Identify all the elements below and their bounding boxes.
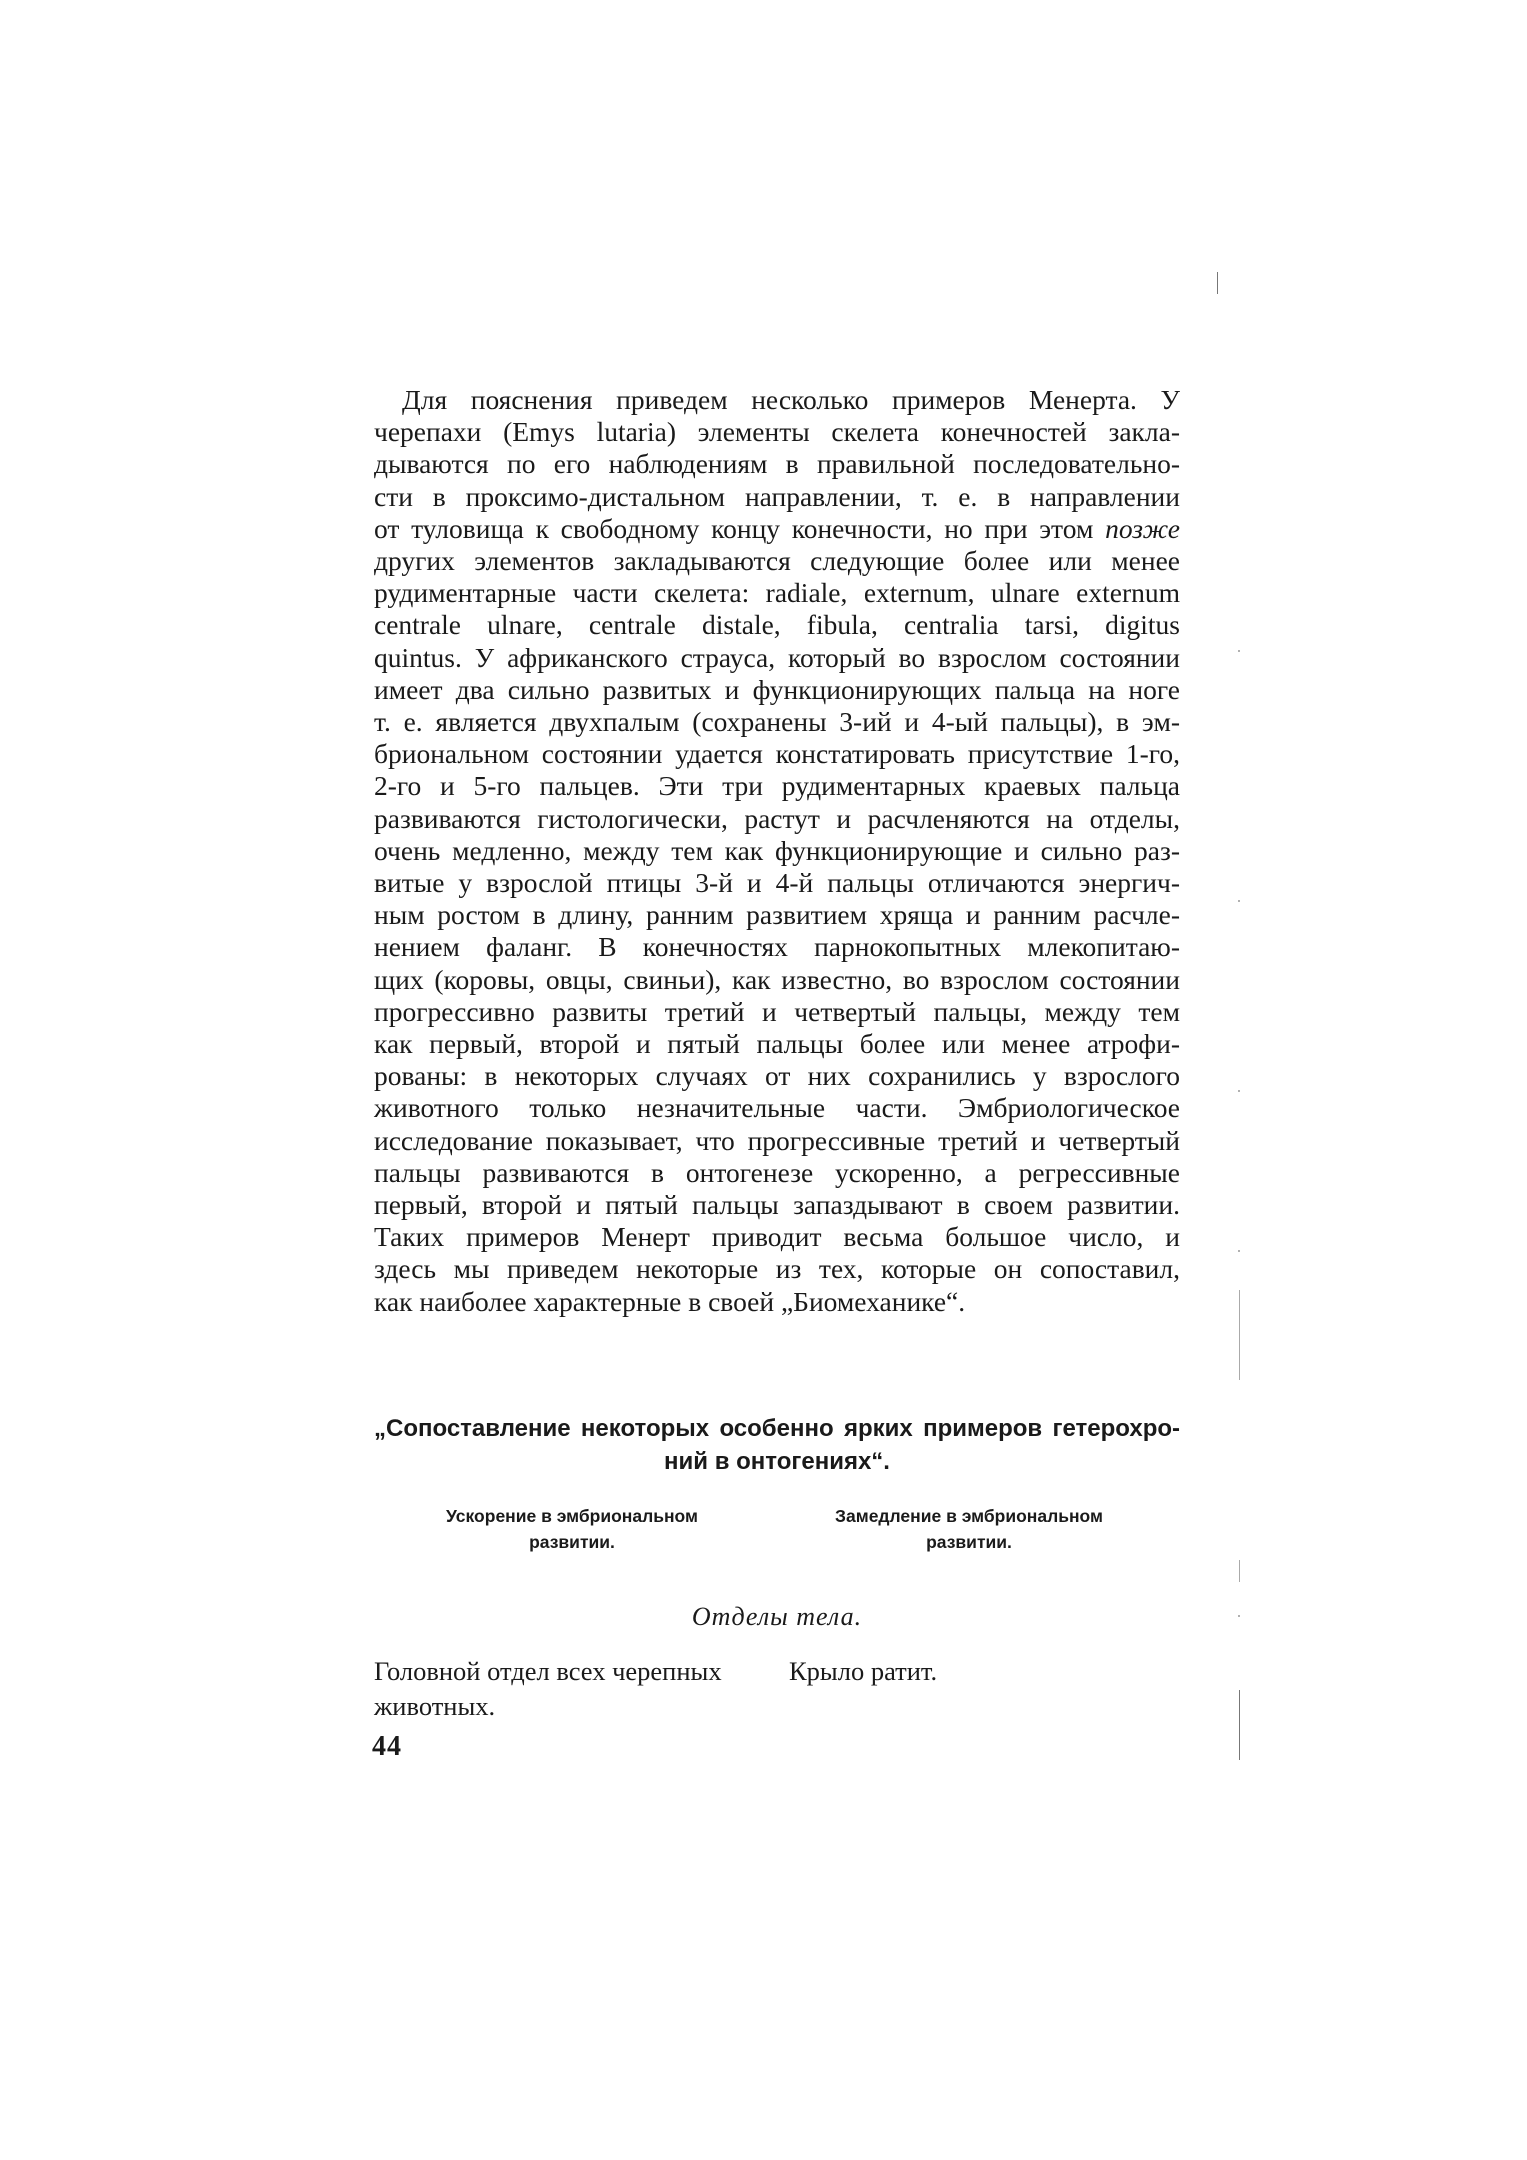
paragraph-line: centrale ulnare, centrale distale, fibula, centralia tarsi, digitus (374, 609, 1180, 641)
scan-speck (1238, 650, 1240, 652)
paragraph-line: животного только незначительные части. Эмбриологическое (374, 1092, 1180, 1124)
section-title (374, 1412, 1180, 1478)
paragraph-line: рудиментарные части скелета: radiale, externum, ulnare externum (374, 577, 1180, 609)
column-heading-line: Замедление в эмбриональном (835, 1506, 1103, 1526)
paragraph-line: как наиболее характерные в своей „Биомеханике“. (374, 1285, 966, 1317)
paragraph-line: 2-го и 5-го пальцев. Эти три рудиментарных краевых пальца (374, 770, 1180, 802)
table-cell-acceleration (374, 1654, 774, 1724)
column-heading-deceleration (804, 1503, 1134, 1555)
paragraph-line: других элементов закладываются следующие более или менее (374, 545, 1180, 577)
table-cell-deceleration: Крыло ратит. (789, 1656, 938, 1686)
section-title-line: „Сопоставление некоторых особенно ярких примеров гетерохро- (374, 1415, 1180, 1442)
paragraph-line: имеет два сильно развитых и функционирующих пальца на ноге (374, 673, 1180, 705)
paragraph-line: нением фаланг. В конечностях парнокопытных млекопитаю- (374, 931, 1180, 963)
column-heading-line: Ускорение в эмбриональном (446, 1506, 698, 1526)
paragraph-line: quintus. У африканского страуса, который во взрослом состоянии (374, 641, 1180, 673)
paragraph-line: первый, второй и пятый пальцы запаздывают в своем развитии. (374, 1189, 1180, 1221)
scan-speck (1238, 1615, 1240, 1617)
paragraph-line: как первый, второй и пятый пальцы более или менее атрофи- (374, 1028, 1180, 1060)
paragraph-line: Для пояснения приведем несколько примеров Менерта. У (402, 384, 1180, 415)
paragraph-line: ным ростом в длину, ранним развитием хряща и ранним расчле- (374, 899, 1180, 931)
scan-speck (1238, 900, 1240, 902)
paragraph-line: сти в проксимо-дистальном направлении, т. е. в направлении (374, 480, 1180, 512)
paragraph-line: пальцы развиваются в онтогенезе ускоренно, а регрессивные (374, 1156, 1180, 1188)
scan-speck (1238, 1250, 1240, 1252)
column-heading-line: развитии. (529, 1532, 615, 1552)
category-subheading: Отделы тела. (691, 1602, 863, 1631)
scan-speck (1238, 1090, 1240, 1092)
paragraph-line: развиваются гистологически, растут и расчленяются на отделы, (374, 802, 1180, 834)
main-paragraph (374, 384, 1180, 1318)
paragraph-line-with-emphasis (374, 513, 1180, 545)
emphasized-word: позже (1105, 512, 1180, 544)
cell-line: Головной отдел всех черепных (374, 1656, 722, 1686)
paragraph-line: прогрессивно развиты третий и четвертый пальцы, между тем (374, 995, 1180, 1027)
paragraph-line: исследование показывает, что прогрессивные третий и четвертый (374, 1124, 1180, 1156)
column-heading-acceleration (407, 1503, 737, 1555)
paragraph-line: черепахи (Emys lutaria) элементы скелета конечностей закла- (374, 416, 1180, 448)
paragraph-line: щих (коровы, овцы, свиньи), как известно, во взрослом состоянии (374, 963, 1180, 995)
scan-edge-mark (1239, 1690, 1240, 1760)
page-number: 44 (372, 1731, 402, 1762)
paragraph-line-text: от туловища к свободному концу конечности, но при этом (374, 512, 1106, 544)
paragraph-line: т. е. является двухпалым (сохранены 3-ий и 4-ый пальцы), в эм- (374, 706, 1180, 738)
paragraph-line: очень медленно, между тем как функционирующие и сильно раз- (374, 834, 1180, 866)
column-heading-line: развитии. (926, 1532, 1012, 1552)
paragraph-line: Таких примеров Менерт приводит весьма большое число, и (374, 1221, 1180, 1253)
scan-edge-mark (1239, 1290, 1240, 1380)
paragraph-line: дываются по его наблюдениям в правильной последовательно- (374, 448, 1180, 480)
paragraph-line: рованы: в некоторых случаях от них сохранились у взрослого (374, 1060, 1180, 1092)
cell-line: животных. (374, 1691, 496, 1721)
scan-edge-mark (1217, 272, 1218, 294)
paragraph-line: бриональном состоянии удается констатировать присутствие 1-го, (374, 738, 1180, 770)
paragraph-line: витые у взрослой птицы 3-й и 4-й пальцы отличаются энергич- (374, 867, 1180, 899)
section-title-line: ний в онтогениях“. (664, 1448, 890, 1475)
scan-edge-mark (1239, 1560, 1240, 1582)
paragraph-line: здесь мы приведем некоторые из тех, которые он сопоставил, (374, 1253, 1180, 1285)
